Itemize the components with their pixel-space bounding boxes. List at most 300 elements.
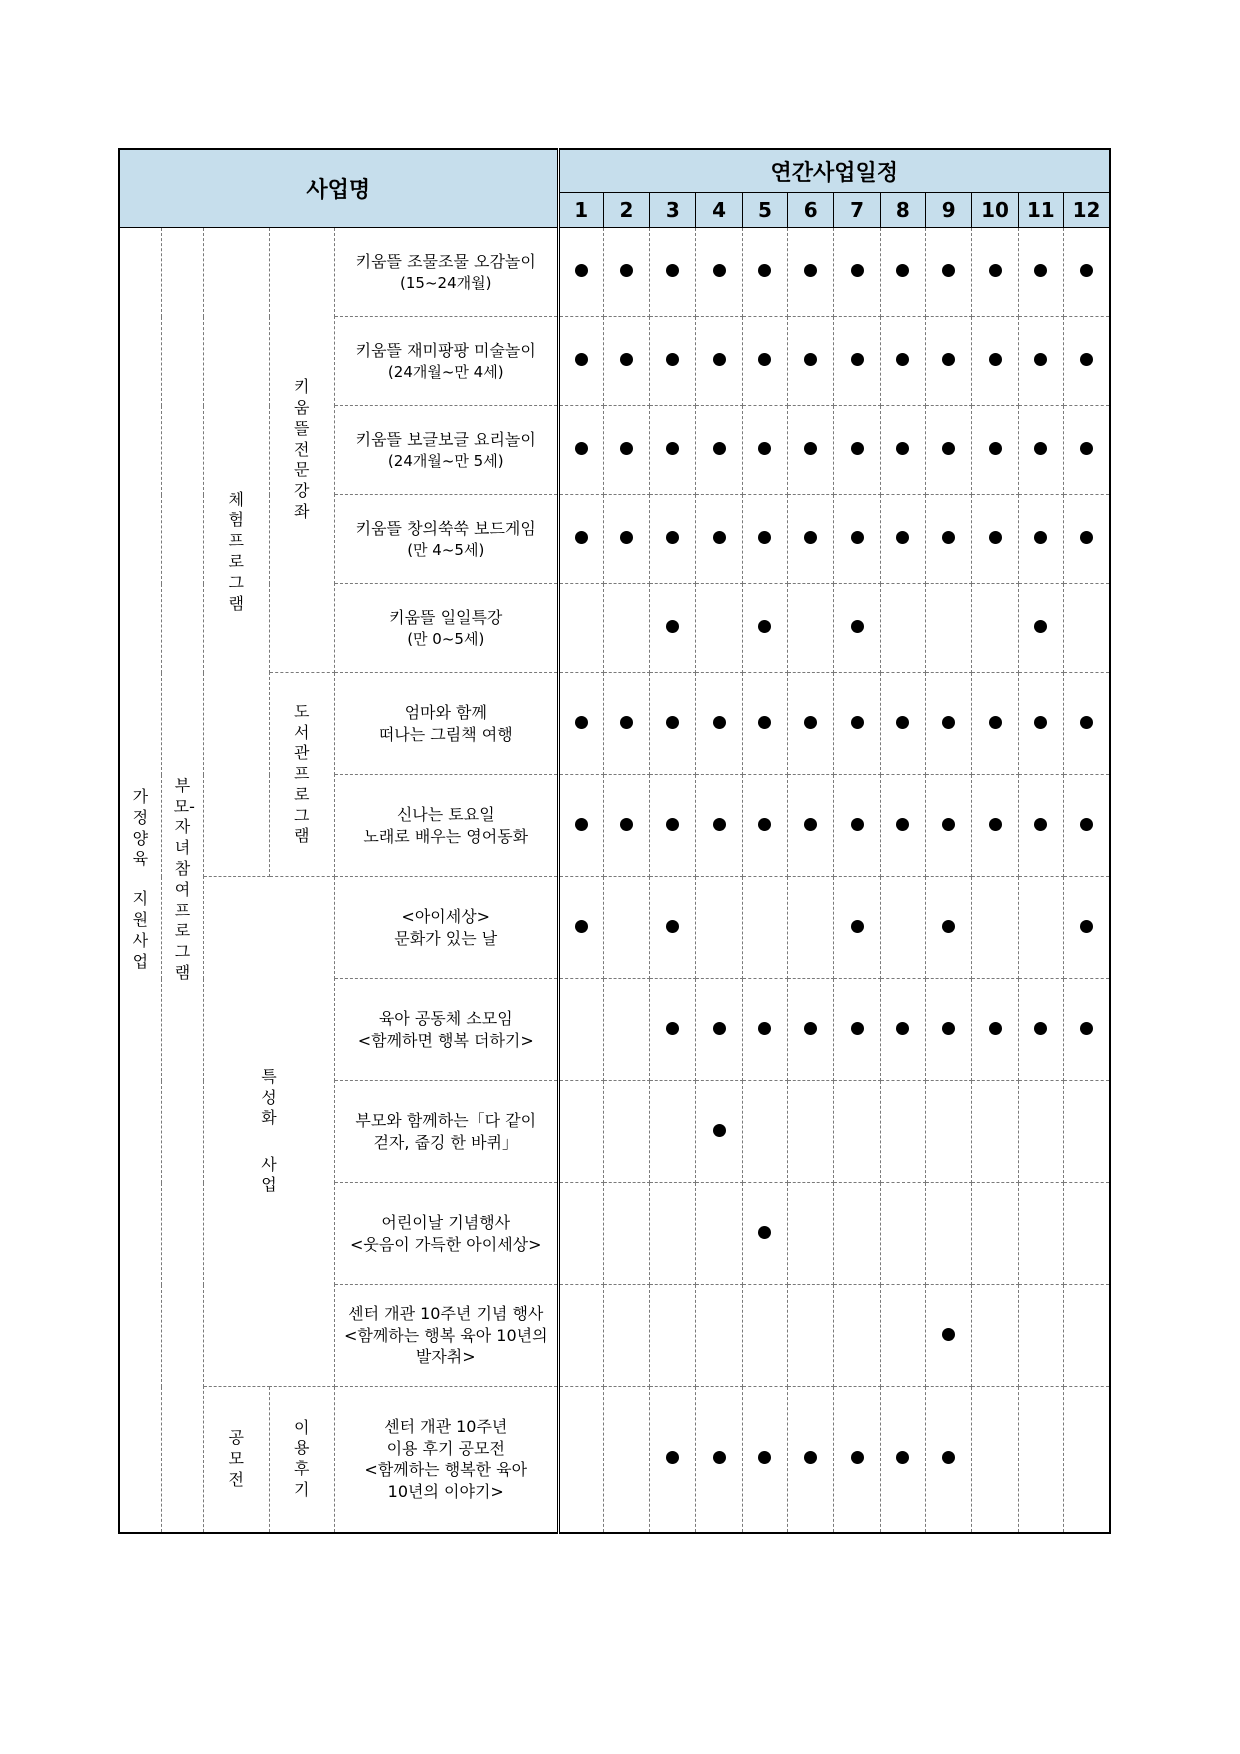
program-name-line: 이용 후기 공모전 bbox=[386, 1438, 505, 1458]
scheduled-dot bbox=[758, 716, 771, 729]
month-cell bbox=[558, 495, 603, 584]
category-contest bbox=[204, 1387, 269, 1533]
month-cell bbox=[788, 317, 834, 406]
month-cell bbox=[1018, 495, 1063, 584]
program-name-line: 육아 공동체 소모임 bbox=[378, 1008, 513, 1028]
category-label-part: 지원사업 bbox=[132, 889, 149, 971]
month-cell bbox=[788, 1183, 834, 1285]
scheduled-dot bbox=[1080, 353, 1093, 366]
month-cell bbox=[742, 228, 787, 317]
category-label: 도서관프로그램 bbox=[294, 701, 310, 846]
month-cell bbox=[1063, 1285, 1110, 1387]
program-name-line: 키움뜰 보글보글 요리놀이 bbox=[355, 430, 536, 450]
month-cell bbox=[558, 1387, 603, 1533]
category-label: 키움뜰전문강좌 bbox=[294, 377, 310, 521]
month-cell bbox=[788, 775, 834, 877]
month-cell bbox=[1018, 584, 1063, 673]
scheduled-dot bbox=[942, 1328, 955, 1341]
month-cell bbox=[650, 1387, 696, 1533]
month-cell bbox=[603, 1081, 649, 1183]
month-cell bbox=[834, 584, 880, 673]
scheduled-dot bbox=[1080, 264, 1093, 277]
program-name-line: (만 4~5세) bbox=[407, 540, 485, 559]
month-cell bbox=[742, 1285, 787, 1387]
month-cell bbox=[834, 495, 880, 584]
month-cell bbox=[650, 979, 696, 1081]
program-name-line: 부모와 함께하는「다 같이 bbox=[355, 1110, 537, 1130]
category-label: 이용후기 bbox=[294, 1417, 310, 1500]
month-cell bbox=[1018, 1183, 1063, 1285]
program-name-line: 센터 개관 10주년 bbox=[384, 1417, 508, 1437]
month-cell bbox=[603, 317, 649, 406]
month-cell bbox=[788, 584, 834, 673]
scheduled-dot bbox=[1034, 620, 1047, 633]
scheduled-dot bbox=[851, 353, 864, 366]
month-cell bbox=[926, 1183, 972, 1285]
month-cell bbox=[603, 673, 649, 775]
month-cell bbox=[696, 979, 742, 1081]
scheduled-dot bbox=[804, 1022, 817, 1035]
month-cell bbox=[558, 317, 603, 406]
scheduled-dot bbox=[666, 531, 679, 544]
category-usage-review bbox=[269, 1387, 334, 1533]
month-cell bbox=[880, 495, 925, 584]
program-name bbox=[334, 1183, 558, 1285]
month-cell bbox=[834, 877, 880, 979]
scheduled-dot bbox=[758, 1451, 771, 1464]
month-cell bbox=[650, 877, 696, 979]
scheduled-dot bbox=[666, 353, 679, 366]
scheduled-dot bbox=[804, 353, 817, 366]
month-cell bbox=[972, 979, 1018, 1081]
scheduled-dot bbox=[1034, 442, 1047, 455]
scheduled-dot bbox=[989, 818, 1002, 831]
scheduled-dot bbox=[804, 264, 817, 277]
month-cell bbox=[926, 317, 972, 406]
program-name-line: 문화가 있는 날 bbox=[394, 928, 498, 948]
program-name-line: 10년의 이야기> bbox=[387, 1481, 504, 1501]
scheduled-dot bbox=[575, 353, 588, 366]
month-cell bbox=[650, 406, 696, 495]
program-name bbox=[334, 584, 558, 673]
scheduled-dot bbox=[758, 353, 771, 366]
month-cell bbox=[1063, 979, 1110, 1081]
month-cell bbox=[880, 1285, 925, 1387]
month-header: 10 bbox=[972, 193, 1018, 228]
category-parent-child-program bbox=[161, 228, 203, 1533]
program-name bbox=[334, 673, 558, 775]
month-cell bbox=[696, 877, 742, 979]
scheduled-dot bbox=[666, 264, 679, 277]
category-label: 공모전 bbox=[228, 1428, 245, 1489]
month-cell bbox=[1063, 1387, 1110, 1533]
month-cell bbox=[696, 1081, 742, 1183]
month-cell bbox=[742, 1387, 787, 1533]
month-cell bbox=[742, 775, 787, 877]
program-name-line: (만 0~5세) bbox=[407, 629, 485, 648]
scheduled-dot bbox=[942, 531, 955, 544]
month-cell bbox=[788, 1081, 834, 1183]
scheduled-dot bbox=[713, 353, 726, 366]
month-cell bbox=[834, 673, 880, 775]
month-cell bbox=[1018, 317, 1063, 406]
month-cell bbox=[788, 406, 834, 495]
month-cell bbox=[972, 1183, 1018, 1285]
month-cell bbox=[880, 1387, 925, 1533]
scheduled-dot bbox=[942, 1451, 955, 1464]
scheduled-dot bbox=[942, 353, 955, 366]
scheduled-dot bbox=[713, 1451, 726, 1464]
scheduled-dot bbox=[575, 716, 588, 729]
scheduled-dot bbox=[942, 716, 955, 729]
month-cell bbox=[650, 1285, 696, 1387]
scheduled-dot bbox=[713, 531, 726, 544]
month-cell bbox=[1018, 406, 1063, 495]
month-cell bbox=[742, 877, 787, 979]
month-cell bbox=[834, 406, 880, 495]
month-cell bbox=[742, 979, 787, 1081]
month-cell bbox=[650, 317, 696, 406]
month-cell bbox=[558, 673, 603, 775]
month-cell bbox=[558, 1285, 603, 1387]
month-cell bbox=[972, 877, 1018, 979]
scheduled-dot bbox=[851, 264, 864, 277]
month-header: 2 bbox=[603, 193, 649, 228]
scheduled-dot bbox=[1080, 1022, 1093, 1035]
month-cell bbox=[926, 877, 972, 979]
month-cell bbox=[1063, 228, 1110, 317]
program-name-line: 어린이날 기념행사 bbox=[381, 1212, 511, 1232]
month-cell bbox=[926, 673, 972, 775]
month-cell bbox=[650, 228, 696, 317]
month-cell bbox=[742, 317, 787, 406]
month-cell bbox=[696, 673, 742, 775]
program-name bbox=[334, 406, 558, 495]
scheduled-dot bbox=[851, 716, 864, 729]
month-cell bbox=[1018, 228, 1063, 317]
scheduled-dot bbox=[804, 818, 817, 831]
month-cell bbox=[788, 228, 834, 317]
month-cell bbox=[972, 775, 1018, 877]
scheduled-dot bbox=[989, 264, 1002, 277]
month-cell bbox=[696, 775, 742, 877]
program-name-line: 떠나는 그림책 여행 bbox=[378, 724, 513, 744]
month-cell bbox=[1063, 406, 1110, 495]
month-cell bbox=[1018, 673, 1063, 775]
program-name bbox=[334, 317, 558, 406]
month-cell bbox=[558, 1081, 603, 1183]
program-name-line: <함께하는 행복 육아 10년의 bbox=[343, 1325, 548, 1345]
program-name-line: 발자취> bbox=[415, 1347, 476, 1367]
month-cell bbox=[1063, 1183, 1110, 1285]
month-cell bbox=[650, 775, 696, 877]
scheduled-dot bbox=[1080, 531, 1093, 544]
month-cell bbox=[972, 317, 1018, 406]
month-cell bbox=[834, 1285, 880, 1387]
program-name bbox=[334, 1081, 558, 1183]
scheduled-dot bbox=[989, 1022, 1002, 1035]
program-name-line: 키움뜰 창의쑥쑥 보드게임 bbox=[355, 519, 536, 539]
program-name-line: <함께하면 행복 더하기> bbox=[357, 1030, 534, 1050]
program-name-line: 걷자, 줍깅 한 바퀴」 bbox=[373, 1132, 519, 1152]
month-header: 11 bbox=[1018, 193, 1063, 228]
category-home-parenting-support bbox=[119, 228, 161, 1533]
scheduled-dot bbox=[575, 920, 588, 933]
category-special-project bbox=[204, 877, 335, 1387]
month-cell bbox=[926, 775, 972, 877]
scheduled-dot bbox=[896, 531, 909, 544]
month-cell bbox=[972, 584, 1018, 673]
month-cell bbox=[558, 979, 603, 1081]
scheduled-dot bbox=[713, 716, 726, 729]
month-cell bbox=[972, 1387, 1018, 1533]
month-cell bbox=[1018, 877, 1063, 979]
month-cell bbox=[880, 584, 925, 673]
month-cell bbox=[972, 495, 1018, 584]
month-cell bbox=[834, 1081, 880, 1183]
month-cell bbox=[1063, 495, 1110, 584]
month-cell bbox=[880, 1183, 925, 1285]
month-cell bbox=[926, 979, 972, 1081]
scheduled-dot bbox=[989, 353, 1002, 366]
month-cell bbox=[926, 406, 972, 495]
program-name-line: (15~24개월) bbox=[400, 273, 492, 292]
scheduled-dot bbox=[896, 818, 909, 831]
scheduled-dot bbox=[804, 1451, 817, 1464]
program-name-line: <아이세상> bbox=[401, 906, 491, 926]
scheduled-dot bbox=[713, 264, 726, 277]
month-cell bbox=[650, 1183, 696, 1285]
month-cell bbox=[1063, 673, 1110, 775]
program-name-line: 키움뜰 재미팡팡 미술놀이 bbox=[355, 341, 536, 361]
scheduled-dot bbox=[620, 716, 633, 729]
month-cell bbox=[788, 979, 834, 1081]
program-name bbox=[334, 979, 558, 1081]
month-cell bbox=[742, 1183, 787, 1285]
month-cell bbox=[558, 584, 603, 673]
scheduled-dot bbox=[896, 716, 909, 729]
month-cell bbox=[603, 775, 649, 877]
program-name-line: (24개월~만 4세) bbox=[387, 362, 504, 381]
annual-schedule-header: 연간사업일정 bbox=[558, 149, 1110, 193]
scheduled-dot bbox=[758, 818, 771, 831]
scheduled-dot bbox=[896, 442, 909, 455]
month-cell bbox=[1063, 584, 1110, 673]
month-cell bbox=[972, 228, 1018, 317]
month-cell bbox=[603, 406, 649, 495]
scheduled-dot bbox=[620, 264, 633, 277]
scheduled-dot bbox=[989, 531, 1002, 544]
month-header: 9 bbox=[926, 193, 972, 228]
program-name-line: (24개월~만 5세) bbox=[387, 451, 504, 470]
program-name bbox=[334, 495, 558, 584]
month-cell bbox=[742, 1081, 787, 1183]
program-name-line: 노래로 배우는 영어동화 bbox=[363, 826, 529, 846]
month-cell bbox=[558, 228, 603, 317]
scheduled-dot bbox=[989, 442, 1002, 455]
scheduled-dot bbox=[758, 1022, 771, 1035]
month-cell bbox=[558, 1183, 603, 1285]
month-cell bbox=[788, 495, 834, 584]
category-label-part: 가정양육 bbox=[132, 786, 149, 869]
program-name bbox=[334, 775, 558, 877]
scheduled-dot bbox=[804, 531, 817, 544]
month-cell bbox=[926, 228, 972, 317]
month-cell bbox=[603, 1285, 649, 1387]
scheduled-dot bbox=[1034, 353, 1047, 366]
month-cell bbox=[603, 495, 649, 584]
scheduled-dot bbox=[620, 353, 633, 366]
scheduled-dot bbox=[666, 1022, 679, 1035]
program-name-line: 키움뜰 일일특강 bbox=[389, 608, 503, 628]
scheduled-dot bbox=[575, 264, 588, 277]
month-cell bbox=[650, 495, 696, 584]
month-cell bbox=[834, 979, 880, 1081]
month-cell bbox=[972, 673, 1018, 775]
scheduled-dot bbox=[1080, 442, 1093, 455]
month-cell bbox=[834, 228, 880, 317]
month-cell bbox=[558, 775, 603, 877]
month-cell bbox=[1018, 1081, 1063, 1183]
scheduled-dot bbox=[1034, 716, 1047, 729]
month-cell bbox=[558, 406, 603, 495]
month-cell bbox=[880, 877, 925, 979]
scheduled-dot bbox=[666, 920, 679, 933]
month-cell bbox=[834, 1183, 880, 1285]
month-cell bbox=[696, 1183, 742, 1285]
scheduled-dot bbox=[851, 920, 864, 933]
month-cell bbox=[880, 228, 925, 317]
scheduled-dot bbox=[851, 531, 864, 544]
month-cell bbox=[788, 673, 834, 775]
scheduled-dot bbox=[1080, 818, 1093, 831]
scheduled-dot bbox=[851, 442, 864, 455]
month-cell bbox=[880, 1081, 925, 1183]
month-cell bbox=[650, 673, 696, 775]
month-cell bbox=[788, 877, 834, 979]
month-header: 5 bbox=[742, 193, 787, 228]
program-name-line: 센터 개관 10주년 기념 행사 bbox=[348, 1304, 544, 1324]
scheduled-dot bbox=[758, 531, 771, 544]
category-label: 체험프로그램 bbox=[228, 489, 245, 613]
scheduled-dot bbox=[666, 620, 679, 633]
scheduled-dot bbox=[713, 818, 726, 831]
month-cell bbox=[880, 406, 925, 495]
scheduled-dot bbox=[666, 1451, 679, 1464]
month-cell bbox=[1063, 775, 1110, 877]
month-cell bbox=[834, 317, 880, 406]
month-cell bbox=[742, 584, 787, 673]
scheduled-dot bbox=[713, 442, 726, 455]
program-name bbox=[334, 877, 558, 979]
month-cell bbox=[880, 775, 925, 877]
month-cell bbox=[1063, 1081, 1110, 1183]
scheduled-dot bbox=[896, 1022, 909, 1035]
month-cell bbox=[696, 1387, 742, 1533]
month-cell bbox=[603, 1387, 649, 1533]
scheduled-dot bbox=[942, 920, 955, 933]
month-cell bbox=[926, 495, 972, 584]
month-header: 8 bbox=[880, 193, 925, 228]
program-name-header: 사업명 bbox=[119, 149, 558, 228]
month-cell bbox=[1018, 775, 1063, 877]
month-cell bbox=[1018, 979, 1063, 1081]
month-cell bbox=[972, 1285, 1018, 1387]
scheduled-dot bbox=[851, 1451, 864, 1464]
scheduled-dot bbox=[758, 264, 771, 277]
annual-schedule-table bbox=[118, 148, 1111, 1534]
scheduled-dot bbox=[1034, 818, 1047, 831]
scheduled-dot bbox=[758, 620, 771, 633]
month-cell bbox=[696, 1285, 742, 1387]
program-name bbox=[334, 228, 558, 317]
month-cell bbox=[696, 228, 742, 317]
month-cell bbox=[603, 877, 649, 979]
scheduled-dot bbox=[666, 818, 679, 831]
month-cell bbox=[1018, 1285, 1063, 1387]
scheduled-dot bbox=[896, 353, 909, 366]
category-label-part: 사업 bbox=[261, 1154, 277, 1195]
month-cell bbox=[880, 317, 925, 406]
month-cell bbox=[926, 1285, 972, 1387]
month-cell bbox=[696, 495, 742, 584]
month-cell bbox=[1018, 1387, 1063, 1533]
program-name-line: 키움뜰 조물조물 오감놀이 bbox=[355, 252, 536, 272]
month-cell bbox=[742, 673, 787, 775]
month-cell bbox=[834, 775, 880, 877]
scheduled-dot bbox=[942, 818, 955, 831]
scheduled-dot bbox=[666, 716, 679, 729]
month-cell bbox=[558, 877, 603, 979]
category-experience-program bbox=[204, 228, 269, 877]
category-kiumtteul-course bbox=[269, 228, 334, 673]
program-name-line: 신나는 토요일 bbox=[396, 804, 495, 824]
month-header: 1 bbox=[558, 193, 603, 228]
program-name-line: <웃음이 가득한 아이세상> bbox=[349, 1234, 542, 1254]
scheduled-dot bbox=[575, 442, 588, 455]
scheduled-dot bbox=[713, 1124, 726, 1137]
scheduled-dot bbox=[713, 1022, 726, 1035]
scheduled-dot bbox=[942, 1022, 955, 1035]
month-cell bbox=[1063, 877, 1110, 979]
scheduled-dot bbox=[1034, 1022, 1047, 1035]
scheduled-dot bbox=[804, 716, 817, 729]
scheduled-dot bbox=[989, 716, 1002, 729]
scheduled-dot bbox=[620, 531, 633, 544]
month-cell bbox=[880, 673, 925, 775]
month-header: 3 bbox=[650, 193, 696, 228]
scheduled-dot bbox=[575, 818, 588, 831]
scheduled-dot bbox=[620, 442, 633, 455]
scheduled-dot bbox=[1034, 531, 1047, 544]
month-cell bbox=[696, 584, 742, 673]
scheduled-dot bbox=[896, 1451, 909, 1464]
month-header: 6 bbox=[788, 193, 834, 228]
scheduled-dot bbox=[804, 442, 817, 455]
month-cell bbox=[696, 406, 742, 495]
scheduled-dot bbox=[666, 442, 679, 455]
scheduled-dot bbox=[1080, 716, 1093, 729]
month-cell bbox=[926, 1081, 972, 1183]
month-header: 4 bbox=[696, 193, 742, 228]
month-cell bbox=[926, 1387, 972, 1533]
scheduled-dot bbox=[851, 818, 864, 831]
month-cell bbox=[742, 406, 787, 495]
scheduled-dot bbox=[758, 442, 771, 455]
month-cell bbox=[696, 317, 742, 406]
scheduled-dot bbox=[942, 264, 955, 277]
scheduled-dot bbox=[1034, 264, 1047, 277]
